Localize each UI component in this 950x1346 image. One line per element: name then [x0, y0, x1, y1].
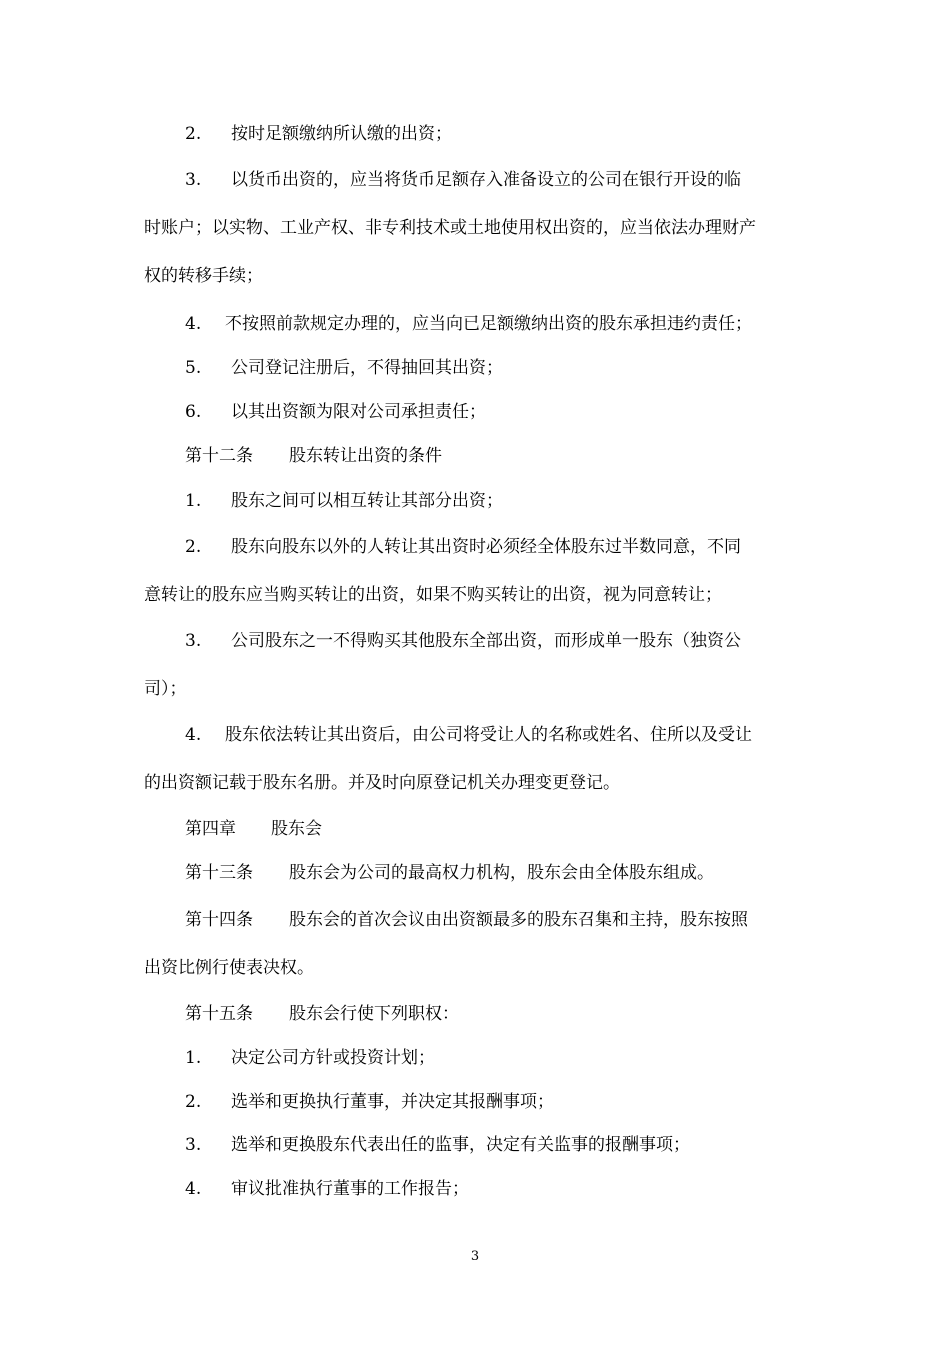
chapter-heading	[185, 815, 322, 843]
item-text: 的出资额记载于股东名册。并及时向原登记机关办理变更登记。	[144, 773, 620, 793]
list-item	[185, 627, 741, 655]
page-number: 3	[470, 1249, 480, 1264]
list-item	[185, 1044, 435, 1072]
chapter-number: 第四章	[185, 819, 236, 839]
item-text: 按时足额缴纳所认缴的出资；	[231, 124, 452, 144]
item-number: 4.	[185, 1179, 202, 1199]
chapter-title: 股东会	[271, 819, 322, 839]
item-number: 4.	[185, 314, 202, 334]
list-item	[185, 398, 486, 426]
article-heading	[185, 1000, 459, 1028]
list-item	[185, 166, 741, 194]
article-number: 第十二条	[185, 446, 253, 466]
list-item	[185, 1175, 469, 1203]
article-heading	[185, 906, 748, 934]
item-text: 股东之间可以相互转让其部分出资；	[231, 491, 503, 511]
list-item	[185, 1088, 554, 1116]
continuation-line	[144, 954, 314, 982]
item-text: 以货币出资的，应当将货币足额存入准备设立的公司在银行开设的临	[231, 170, 741, 190]
item-number: 2.	[185, 124, 202, 144]
item-text: 选举和更换股东代表出任的监事，决定有关监事的报酬事项；	[231, 1135, 690, 1155]
continuation-line	[144, 769, 620, 797]
item-number: 1.	[185, 1048, 202, 1068]
list-item	[185, 310, 752, 338]
continuation-line	[144, 262, 263, 290]
item-number: 3.	[185, 1135, 202, 1155]
item-number: 2.	[185, 537, 202, 557]
list-item	[185, 120, 452, 148]
article-number: 第十三条	[185, 863, 253, 883]
item-text: 审议批准执行董事的工作报告；	[231, 1179, 469, 1199]
item-text: 公司登记注册后，不得抽回其出资；	[231, 358, 503, 378]
list-item	[185, 721, 752, 749]
article-text: 股东会为公司的最高权力机构，股东会由全体股东组成。	[289, 863, 714, 883]
item-text: 股东依法转让其出资后，由公司将受让人的名称或姓名、住所以及受让	[225, 725, 752, 745]
article-heading	[185, 442, 442, 470]
item-text: 不按照前款规定办理的，应当向已足额缴纳出资的股东承担违约责任；	[225, 314, 752, 334]
item-text: 以其出资额为限对公司承担责任；	[231, 402, 486, 422]
item-text: 时账户；以实物、工业产权、非专利技术或土地使用权出资的，应当依法办理财产	[144, 218, 756, 238]
list-item	[185, 1131, 690, 1159]
continuation-line	[144, 581, 722, 609]
item-number: 5.	[185, 358, 202, 378]
item-text: 决定公司方针或投资计划；	[231, 1048, 435, 1068]
article-text: 出资比例行使表决权。	[144, 958, 314, 978]
article-text: 股东会的首次会议由出资额最多的股东召集和主持，股东按照	[289, 910, 748, 930]
article-heading	[185, 859, 714, 887]
article-number: 第十五条	[185, 1004, 253, 1024]
article-text: 股东会行使下列职权：	[289, 1004, 459, 1024]
item-text: 权的转移手续；	[144, 266, 263, 286]
continuation-line	[144, 214, 756, 242]
continuation-line	[144, 675, 187, 703]
item-number: 6.	[185, 402, 202, 422]
item-text: 公司股东之一不得购买其他股东全部出资，而形成单一股东（独资公	[231, 631, 741, 651]
item-text: 意转让的股东应当购买转让的出资，如果不购买转让的出资，视为同意转让；	[144, 585, 722, 605]
item-number: 2.	[185, 1092, 202, 1112]
item-text: 股东向股东以外的人转让其出资时必须经全体股东过半数同意，不同	[231, 537, 741, 557]
article-number: 第十四条	[185, 910, 253, 930]
article-text: 股东转让出资的条件	[289, 446, 442, 466]
item-number: 3.	[185, 631, 202, 651]
list-item	[185, 533, 741, 561]
item-number: 3.	[185, 170, 202, 190]
list-item	[185, 354, 503, 382]
item-number: 4.	[185, 725, 202, 745]
item-number: 1.	[185, 491, 202, 511]
list-item	[185, 487, 503, 515]
item-text: 司）；	[144, 679, 187, 699]
item-text: 选举和更换执行董事，并决定其报酬事项；	[231, 1092, 554, 1112]
